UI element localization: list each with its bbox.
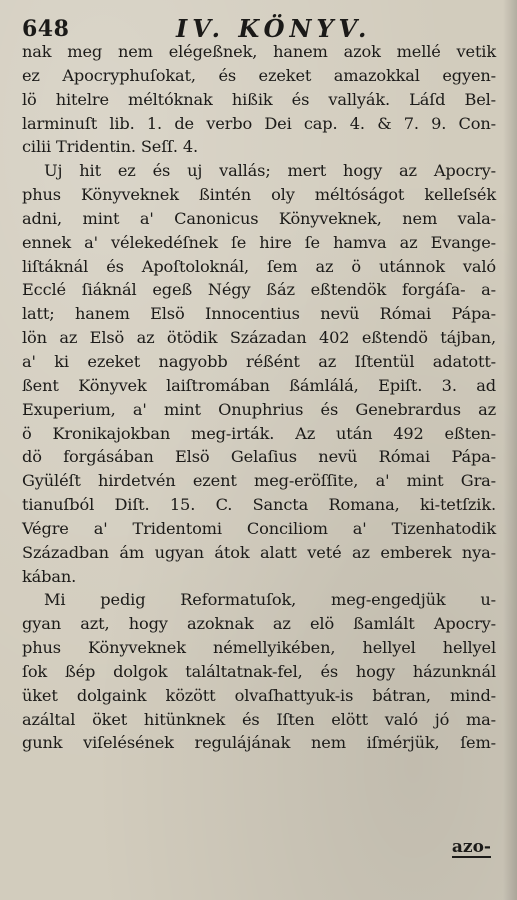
- page-number: 648: [22, 16, 70, 42]
- catchword: azo-: [451, 837, 491, 857]
- text-line: azáltal öket hitünknek és Iſten elött való jó ma-: [22, 709, 496, 729]
- text-line: ez Apocryphuſokat, és ezeket amazokkal egyen-: [22, 65, 496, 85]
- text-line: Gyüléſt hirdetvén ezent meg-eröſſite, a' mint Gra-: [22, 471, 496, 491]
- text-line: phus Könyveknek némellyikében, hellyel hellyel: [22, 638, 496, 658]
- text-line: Exuperium, a' mint Onuphrius és Genebrardus az: [22, 399, 496, 419]
- text-line: gunk viſelésének regulájának nem iſmérjük, ſem-: [22, 733, 496, 753]
- text-line: Végre a' Tridentomi Conciliom a' Tizenhatodik: [22, 518, 496, 538]
- paragraph-first-line: Uj hit ez és uj vallás; mert hogy az Apocry-: [44, 161, 496, 181]
- text-line: lö hitelre méltóknak hißik és vallyák. Láſd Bel-: [22, 89, 496, 109]
- body-text: [22, 40, 496, 755]
- text-line: nak meg nem elégeßnek, hanem azok mellé vetik: [22, 42, 496, 61]
- text-line: ſok ßép dolgok találtatnak-fel, és hogy házunknál: [22, 661, 496, 681]
- text-line: liſtáknál és Apoſtoloknál, ſem az ö utánnok való: [22, 256, 496, 276]
- text-line: adni, mint a' Canonicus Könyveknek, nem vala-: [22, 208, 496, 228]
- text-line: lön az Elsö az ötödik Századan 402 eßtendö tájban,: [22, 328, 496, 348]
- text-line: kában.: [22, 566, 77, 586]
- text-line: phus Könyveknek ßintén oly méltóságot kelleſsék: [22, 185, 496, 205]
- page-edge-shadow: [503, 0, 517, 900]
- text-line: ennek a' vélekedéſnek ſe hire ſe hamva az Evange-: [22, 232, 496, 252]
- text-line: üket dolgaink között olvaſhattyuk-is bátran, mind-: [22, 685, 496, 705]
- text-line: a' ki ezeket nagyobb réßént az Iſtentül adatott-: [22, 351, 496, 371]
- text-line: cilii Tridentin. Seſſ. 4.: [22, 137, 199, 157]
- running-head: IV. KÖNYV.: [176, 14, 372, 43]
- text-line: ßent Könyvek laiſtromában ßámlálá, Epiſt. 3. ad: [22, 375, 496, 395]
- paragraph-first-line: Mi pedig Reformatuſok, meg-engedjük u-: [44, 590, 496, 610]
- text-line: dö forgásában Elsö Gelaſius nevü Római Pápa-: [22, 447, 496, 467]
- text-line: tianuſból Diſt. 15. C. Sancta Romana, ki-tetſzik.: [22, 495, 496, 515]
- text-line: Században ám ugyan átok alatt veté az emberek nya-: [22, 542, 496, 562]
- text-line: gyan azt, hogy azoknak az elö ßamlált Apocry-: [22, 614, 496, 634]
- text-line: Ecclé ſiáknál egeß Négy ßáz eßtendök forgáſa- a-: [22, 280, 496, 300]
- text-line: ö Kronikajokban meg-irták. Az után 492 eßten-: [22, 423, 496, 443]
- text-line: larminuſt lib. 1. de verbo Dei cap. 4. & 7. 9. Con-: [22, 113, 496, 133]
- text-line: latt; hanem Elsö Innocentius nevü Római Pápa-: [22, 304, 496, 324]
